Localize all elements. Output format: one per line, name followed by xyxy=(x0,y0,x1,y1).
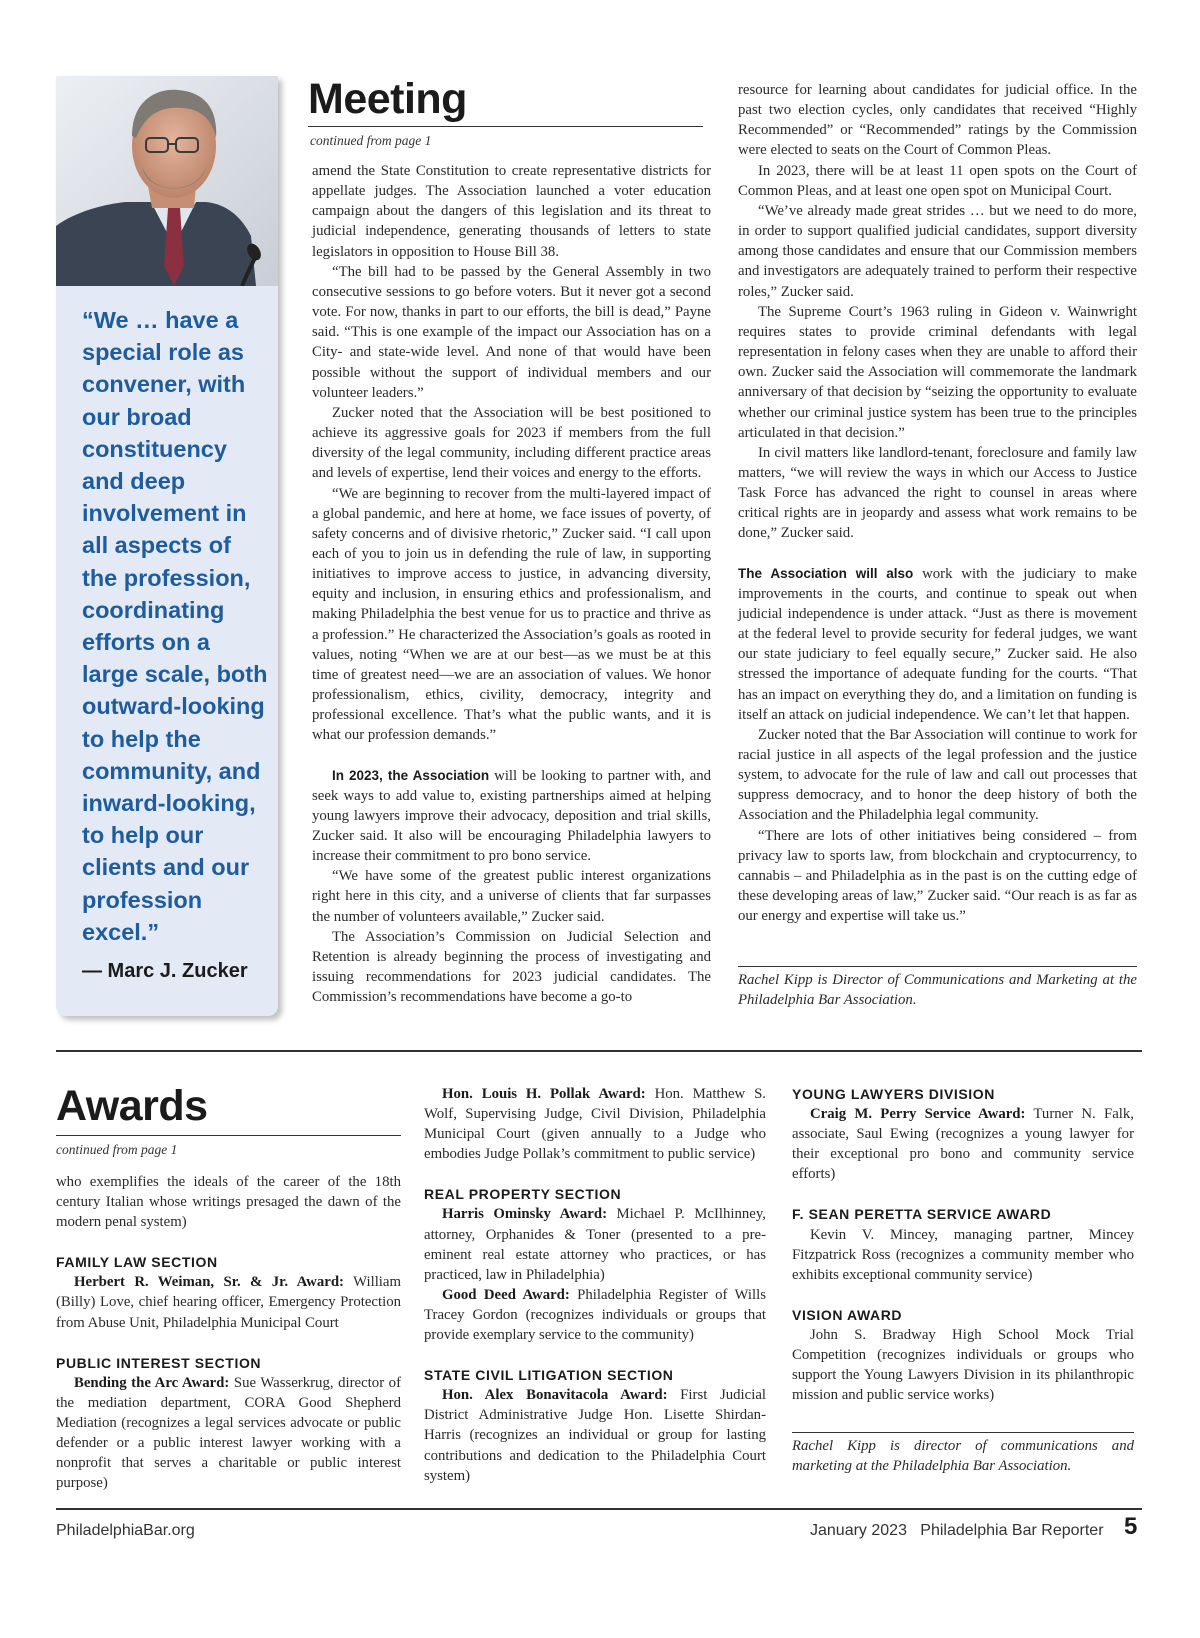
author-byline: Rachel Kipp is director of communications and marketing at the Philadelphia Bar Association. xyxy=(792,1438,1134,1475)
award-entry: Kevin V. Mincey, managing partner, Mincey Fitzpatrick Ross (recognizes a community member who exhibits exceptional community service) xyxy=(792,1226,1134,1283)
footer-site-link[interactable]: PhiladelphiaBar.org xyxy=(56,1522,195,1539)
section-heading: VISION AWARD xyxy=(792,1306,903,1323)
byline-rule xyxy=(738,966,1137,967)
award-text: Michael P. McIlhinney, attorney, Orphanides & Toner (presented to a pre-eminent real estate attorney who practices, or has practiced, law in Philadelphia) xyxy=(424,1206,766,1283)
section-heading: REAL PROPERTY SECTION xyxy=(424,1186,622,1203)
awards-column-3 xyxy=(792,1084,1134,1405)
award-entry xyxy=(792,1104,1134,1184)
meeting-byline-block xyxy=(738,970,1137,1010)
pull-quote-sidebar xyxy=(56,76,278,1016)
award-entry xyxy=(424,1285,766,1345)
paragraph: “The bill had to be passed by the General Assembly in two consecutive sessions to go before voters. But it never got a second vote. For now, thanks in part to our efforts, the bill is dead,” Payne said. “This is one example of the impact our Association has on a City- and state-wide level. And none of that would have been possible without the support of individual members and our volunteer leaders.” xyxy=(312,263,711,401)
award-text: Turner N. Falk, associate, Saul Ewing (recognizes a young lawyer for their exceptional pro bono and community service efforts) xyxy=(792,1106,1134,1183)
meeting-column-1 xyxy=(312,161,711,1007)
section-heading: YOUNG LAWYERS DIVISION xyxy=(792,1086,995,1102)
speaker-photo xyxy=(56,76,278,286)
award-text: Hon. Matthew S. Wolf, Supervising Judge, Civil Division, Philadelphia Municipal Court (given annually to a Judge who embodies Judge Pollak’s commitment to public service) xyxy=(424,1086,767,1163)
paragraph-text: work with the judiciary to make improvements in the courts, and continue to speak out when judicial independence is under attack. “Just as there is movement at the federal level to provide security for federal judges, we want our state judiciary to feel equally secure,” Zucker said. He also stressed the importance of adequate funding for the courts. “That has an impact on everything they do, and a limitation on funding is itself an attack on judicial independence. We can’t let that happen. xyxy=(738,565,1137,723)
paragraph: The Association’s Commission on Judicial Selection and Retention is already beginning the process of investigating and issuing recommendations for 2023 judicial candidates. The Commission’s recommendations have become a go-to xyxy=(312,928,711,1006)
section-heading: FAMILY LAW SECTION xyxy=(56,1254,218,1271)
run-in-lead: The Association will also xyxy=(738,565,914,581)
award-name: Good Deed Award: xyxy=(442,1286,570,1303)
paragraph: “We’ve already made great strides … but we need to do more, in order to support qualified judicial candidates, support diversity among those candidates and ensure that our Commission members and investigators are adequately trained to perform their respective roles,” Zucker said. xyxy=(738,202,1137,300)
paragraph: “We have some of the greatest public interest organizations right here in this city, and a universe of clients that far surpasses the number of volunteers available,” Zucker said. xyxy=(312,868,711,925)
award-name: Bending the Arc Award: xyxy=(74,1374,230,1391)
paragraph: “We are beginning to recover from the multi-layered impact of a global pandemic, and here at home, we face issues of poverty, of safety concerns and of divisive rhetoric,” Zucker said. “I call upon each of you to join us in defending the rule of law, in supporting initiatives to improve access to justice, in advancing diversity, equity and inclusion, in ensuring ethics and professionalism, and making Philadelphia the best venue for us to practice and thrive as a profession.” He characterized the Association’s goals as rooted in values, noting “When we are at our best—as we must be at this time of greatest need—we are an association of values. We honor professionalism, ethics, civility, democracy, integrity and professional excellence. That’s what the public wants, and it is what our profession demands.” xyxy=(312,485,711,744)
meeting-continued-note: continued from page 1 xyxy=(310,133,432,148)
paragraph-text: will be looking to partner with, and seek ways to add value to, existing partnerships aimed at helping young lawyers improve their advocacy, deposition and trial skills, Zucker said. It also will be encouraging Philadelphia lawyers to increase their commitment to pro bono service. xyxy=(312,767,711,865)
footer-issue: January 2023 Philadelphia Bar Reporter xyxy=(810,1522,1104,1539)
paragraph: resource for learning about candidates for judicial office. In the past two election cycles, only candidates that received “Highly Recommended” or “Recommended” ratings by the Commission were elected to seats on the Court of Common Pleas. xyxy=(738,82,1137,159)
headline-rule xyxy=(308,126,703,127)
section-heading: F. SEAN PERETTA SERVICE AWARD xyxy=(792,1206,1052,1223)
award-name: Harris Ominsky Award: xyxy=(442,1206,608,1223)
meeting-column-2 xyxy=(738,80,1137,926)
paragraph: In civil matters like landlord-tenant, foreclosure and family law matters, “we will review the ways in which our Access to Justice Task Force has advanced the right to counsel in areas where critical rights are in jeopardy and assess what work remains to be done,” Zucker said. xyxy=(738,444,1137,542)
paragraph: amend the State Constitution to create representative districts for appellate judges. The Association launched a voter education campaign about the dangers of this legislation and its threat to judicial independence, generating thousands of letters to state legislators in opposition to House Bill 38. xyxy=(312,163,711,260)
page-number: 5 xyxy=(1124,1513,1138,1540)
award-entry xyxy=(56,1272,401,1332)
award-text: First Judicial District Administrative Judge Hon. Lisette Shirdan-Harris (recognizes an individual or group for lasting contributions and dedication to the Philadelphia Court system) xyxy=(424,1387,766,1484)
award-entry xyxy=(424,1084,766,1164)
awards-headline: Awards xyxy=(56,1082,208,1130)
pull-quote: “We … have a special role as convener, with our broad constituency and deep involvement in all aspects of the profession, coordinating efforts on a large scale, both outward-looking to help the community, and inward-looking, to help our clients and our profession excel.” xyxy=(82,307,268,945)
author-byline: Rachel Kipp is Director of Communications and Marketing at the Philadelphia Bar Association. xyxy=(738,972,1137,1009)
section-heading: PUBLIC INTEREST SECTION xyxy=(56,1354,262,1371)
paragraph: In 2023, there will be at least 11 open spots on the Court of Common Pleas, and at least one open spot on Municipal Court. xyxy=(738,162,1137,199)
paragraph: Zucker noted that the Association will be best positioned to achieve its aggressive goals for 2023 if members from the full diversity of the legal community, including different practice areas and levels of expertise, lend their voices and energy to the efforts. xyxy=(312,404,711,482)
award-text: William (Billy) Love, chief hearing officer, Emergency Protection from Abuse Unit, Philadelphia Municipal Court xyxy=(56,1274,401,1331)
section-divider xyxy=(56,1050,1142,1052)
section-heading: STATE CIVIL LITIGATION SECTION xyxy=(424,1367,674,1384)
awards-column-1 xyxy=(56,1172,401,1493)
award-text: Sue Wasserkrug, director of the mediation department, CORA Good Shepherd Mediation (recognizes a legal services advocate or public defender or a public interest lawyer working with a nonprofit that serves a charitable or public interest purpose) xyxy=(56,1374,401,1492)
award-name: Hon. Alex Bonavitacola Award: xyxy=(442,1387,668,1404)
paragraph: Zucker noted that the Bar Association will continue to work for racial justice in all aspects of the legal profession and the justice system, to advocate for the rule of law and call out processes that suppress democracy, and to honor the deep history of both the Association and the Philadelphia legal community. xyxy=(738,726,1137,824)
awards-continued-note: continued from page 1 xyxy=(56,1142,178,1157)
footer-rule xyxy=(56,1508,1142,1510)
paragraph: The Supreme Court’s 1963 ruling in Gideon v. Wainwright requires states to provide criminal defendants with legal representation in felony cases when they are unable to afford their own. Zucker said the Association will commemorate the landmark anniversary of that decision by “seizing the opportunity to evaluate whether our criminal justice system has been true to the principles articulated in that decision.” xyxy=(738,303,1137,441)
meeting-headline: Meeting xyxy=(308,75,467,123)
quote-attribution: — Marc J. Zucker xyxy=(82,960,248,982)
run-in-lead: In 2023, the Association xyxy=(332,767,490,783)
award-name: Herbert R. Weiman, Sr. & Jr. Award: xyxy=(74,1274,344,1291)
award-entry xyxy=(56,1373,401,1494)
award-entry: John S. Bradway High School Mock Trial Competition (recognizes individuals or groups who support the Young Lawyers Division in its philanthropic mission and public service works) xyxy=(792,1326,1134,1404)
paragraph: “There are lots of other initiatives being considered – from privacy law to sports law, from blockchain and cryptocurrency, to cannabis – and Philadelphia as in the past is on the cutting edge of these developing areas of law,” Zucker said. “Our reach is as far as our energy and expertise will take us.” xyxy=(738,827,1137,925)
byline-rule xyxy=(792,1432,1134,1433)
award-entry xyxy=(424,1204,766,1284)
award-text: Philadelphia Register of Wills Tracey Gordon (recognizes individuals or groups that provide exemplary service to the community) xyxy=(424,1286,766,1344)
paragraph xyxy=(738,564,1137,725)
paragraph xyxy=(312,766,711,867)
award-name: Hon. Louis H. Pollak Award: xyxy=(442,1086,646,1102)
awards-column-2 xyxy=(424,1084,766,1486)
awards-byline-block xyxy=(792,1436,1134,1476)
award-name: Craig M. Perry Service Award: xyxy=(810,1106,1026,1123)
headline-rule xyxy=(56,1135,401,1136)
paragraph: who exemplifies the ideals of the career of the 18th century Italian whose writings presaged the dawn of the modern penal system) xyxy=(56,1174,401,1231)
award-entry xyxy=(424,1385,766,1485)
